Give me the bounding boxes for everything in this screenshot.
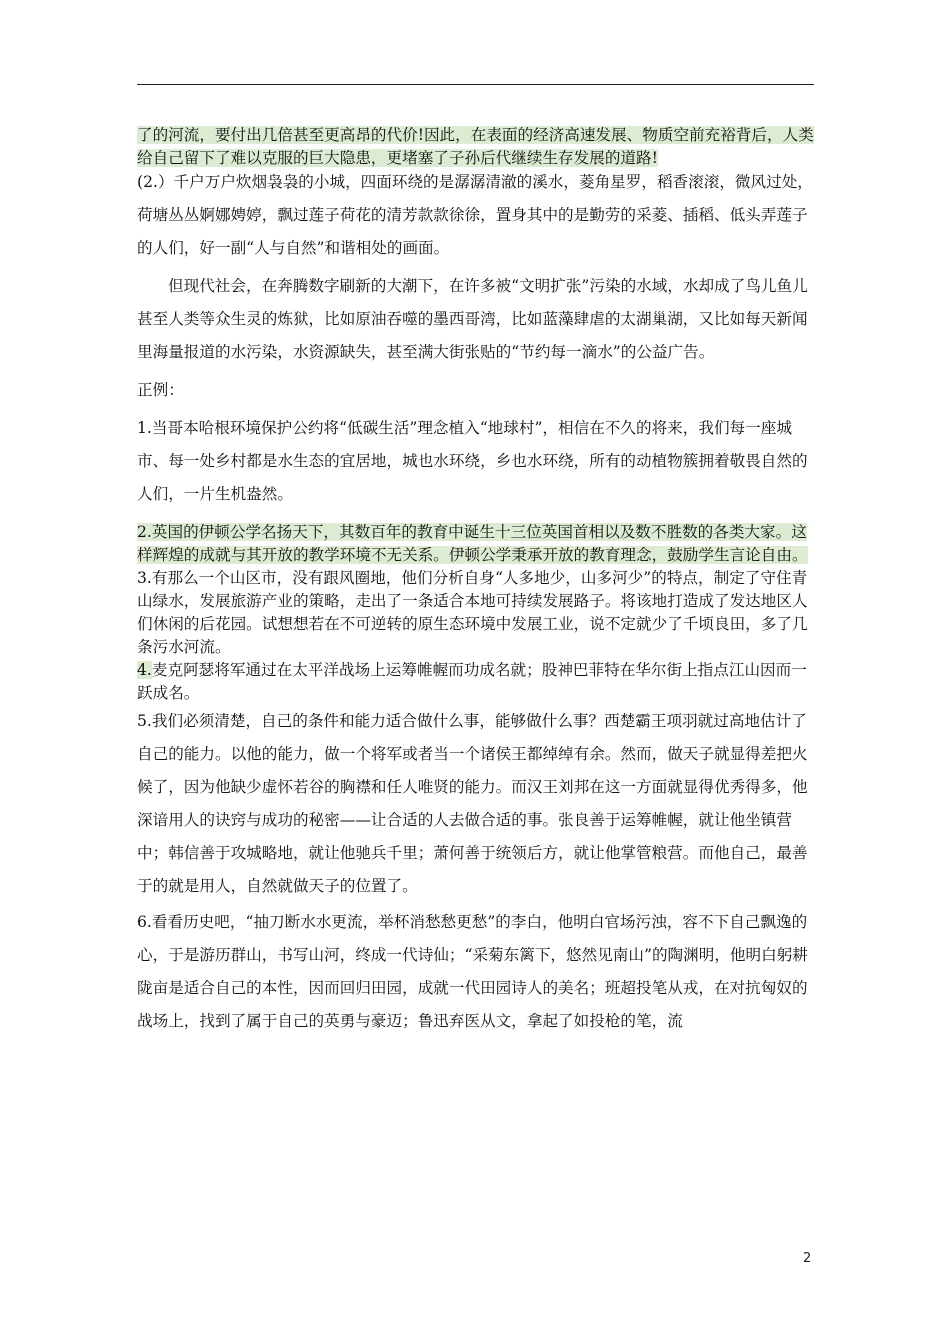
example-1: 1.当哥本哈根环境保护公约将“低碳生活”理念植入“地球村”，相信在不久的将来，我们每一座城市、每一处乡村都是水生态的宜居地，城也水环绕，乡也水环绕，所有的动植物簇拥着敬畏自然的人们，一片生机盎然。 xyxy=(137,419,808,503)
page-content xyxy=(137,124,814,1038)
header-rule xyxy=(137,84,814,85)
paragraph-modern-society: 但现代社会，在奔腾数字刷新的大潮下，在许多被“文明扩张”污染的水域，水却成了鸟儿鱼儿甚至人类等众生灵的炼狱，比如原油吞噬的墨西哥湾，比如蓝藻肆虐的太湖巢湖，又比如每天新闻里海量报道的水污染，水资源缺失，甚至满大街张贴的“节约每一滴水”的公益广告。 xyxy=(137,277,808,361)
example-2 xyxy=(137,521,814,567)
example-4-text: 麦克阿瑟将军通过在太平洋战场上运筹帷幄而功成名就；股神巴菲特在华尔街上指点江山因而一跃成名。 xyxy=(137,661,807,702)
highlighted-text: 2.英国的伊顿公学名扬天下，其数百年的教育中诞生十三位英国首相以及数不胜数的各类大家。这样辉煌的成就与其开放的教学环境不无关系。伊顿公学秉承开放的教育理念，鼓励学生言论自由。 xyxy=(137,523,808,564)
example-6: 6.看看历史吧，“抽刀断水水更流，举杯消愁愁更愁”的李白，他明白官场污浊，容不下自己飘逸的心，于是游历群山，书写山河，终成一代诗仙；“采菊东篱下，悠然见南山”的陶渊明，他明白躬耕陇亩是适合自己的本性，因而回归田园，成就一代田园诗人的美名；班超投笔从戎，在对抗匈奴的战场上，找到了属于自己的英勇与豪迈；鲁迅弃医从文，拿起了如投枪的笔，流 xyxy=(137,913,808,1030)
paragraph-continuation xyxy=(137,124,814,170)
highlighted-text: 了的河流，要付出几倍甚至更高昂的代价!因此，在表面的经济高速发展、物质空前充裕背后，人类给自己留下了难以克服的巨大隐患，更堵塞了子孙后代继续生存发展的道路! xyxy=(137,126,814,167)
page-number: 2 xyxy=(803,1251,812,1266)
heading-positive-examples: 正例： xyxy=(137,381,184,399)
example-4 xyxy=(137,659,814,705)
example-3: 3.有那么一个山区市，没有跟风圈地，他们分析自身“人多地少，山多河少”的特点，制定了守住青山绿水，发展旅游产业的策略，走出了一条适合本地可持续发展路子。将该地打造成了发达地区人们休闲的后花园。试想想若在不可逆转的原生态环境中发展工业，说不定就少了千顷良田，多了几条污水河流。 xyxy=(137,569,808,656)
example-4-number: 4. xyxy=(137,661,152,679)
paragraph-section-2: (2.）千户万户炊烟袅袅的小城，四面环绕的是潺潺清澈的溪水，菱角星罗，稻香滚滚，微风过处，荷塘丛丛婀娜娉婷，飘过莲子荷花的清芳款款徐徐，置身其中的是勤劳的采菱、插稻、低头弄莲子的人们，好一副“人与自然”和谐相处的画面。 xyxy=(137,173,813,257)
example-5: 5.我们必须清楚，自己的条件和能力适合做什么事，能够做什么事？西楚霸王项羽就过高地估计了自己的能力。以他的能力，做一个将军或者当一个诸侯王都绰绰有余。然而，做天子就显得差把火候了，因为他缺少虚怀若谷的胸襟和任人唯贤的能力。而汉王刘邦在这一方面就显得优秀得多，他深谙用人的诀窍与成功的秘密——让合适的人去做合适的事。张良善于运筹帷幄，就让他坐镇营中；韩信善于攻城略地，就让他驰兵千里；萧何善于统领后方，就让他掌管粮营。而他自己，最善于的就是用人，自然就做天子的位置了。 xyxy=(137,712,808,895)
